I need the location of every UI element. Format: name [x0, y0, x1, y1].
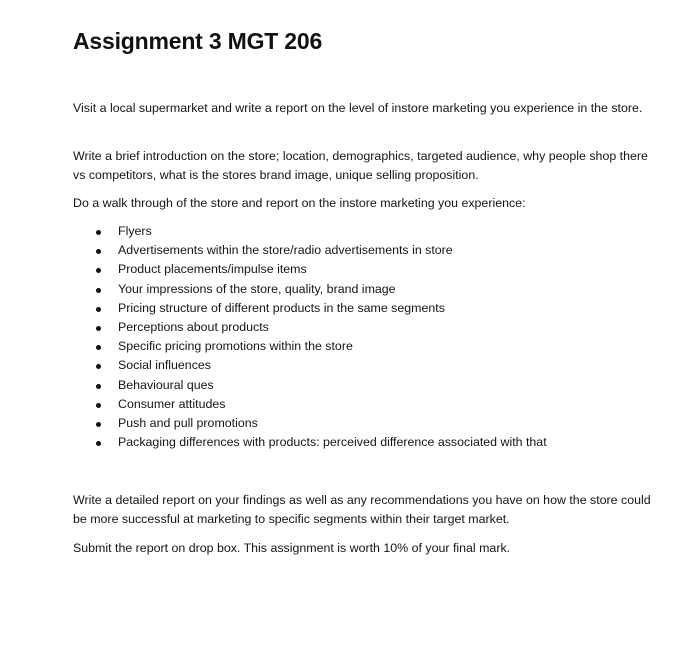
list-item [93, 395, 547, 414]
list-item [93, 433, 547, 452]
list-item [93, 280, 547, 299]
bullet-icon [96, 403, 101, 408]
list-item-text: Perceptions about products [118, 319, 269, 334]
list-item-text: Push and pull promotions [118, 415, 258, 430]
bullet-icon [96, 249, 101, 254]
list-item [93, 376, 547, 395]
list-item-text: Behavioural ques [118, 377, 214, 392]
instore-marketing-list [93, 222, 547, 452]
list-item [93, 414, 547, 433]
walkthrough-paragraph: Do a walk through of the store and report on the instore marketing you experience: [73, 196, 526, 210]
bullet-icon [96, 441, 101, 446]
list-item [93, 356, 547, 375]
list-item-text: Specific pricing promotions within the store [118, 339, 353, 354]
bullet-icon [96, 364, 101, 369]
list-item-text: Your impressions of the store, quality, brand image [118, 281, 396, 296]
bullet-icon [96, 326, 101, 331]
list-item [93, 299, 547, 318]
bullet-icon [96, 307, 101, 312]
list-item [93, 222, 547, 241]
list-item-text: Packaging differences with products: perceived difference associated with that [118, 435, 547, 450]
submission-paragraph: Submit the report on drop box. This assignment is worth 10% of your final mark. [73, 541, 511, 555]
intro-paragraph: Visit a local supermarket and write a report on the level of instore marketing you experience in the store. [73, 101, 643, 115]
page-title: Assignment 3 MGT 206 [73, 28, 323, 54]
bullet-icon [96, 422, 101, 427]
list-item-text: Product placements/impulse items [118, 262, 307, 277]
bullet-icon [96, 230, 101, 235]
list-item-text: Advertisements within the store/radio advertisements in store [118, 243, 453, 258]
list-item [93, 260, 547, 279]
bullet-icon [96, 288, 101, 293]
introduction-instructions-paragraph: Write a brief introduction on the store; location, demographics, targeted audience, why people shop there vs competitors, what is the stores brand image, unique selling proposition. [73, 149, 648, 182]
list-item-text: Flyers [118, 224, 152, 238]
bullet-icon [96, 384, 101, 389]
list-item-text: Consumer attitudes [118, 396, 226, 411]
list-item-text: Social influences [118, 358, 211, 373]
bullet-icon [96, 345, 101, 350]
findings-paragraph: Write a detailed report on your findings as well as any recommendations you have on how the store could be more successful at marketing to specific segments within their target market. [73, 493, 651, 526]
list-item-text: Pricing structure of different products in the same segments [118, 300, 445, 315]
list-item [93, 241, 547, 260]
list-item [93, 318, 547, 337]
list-item [93, 337, 547, 356]
bullet-icon [96, 268, 101, 273]
